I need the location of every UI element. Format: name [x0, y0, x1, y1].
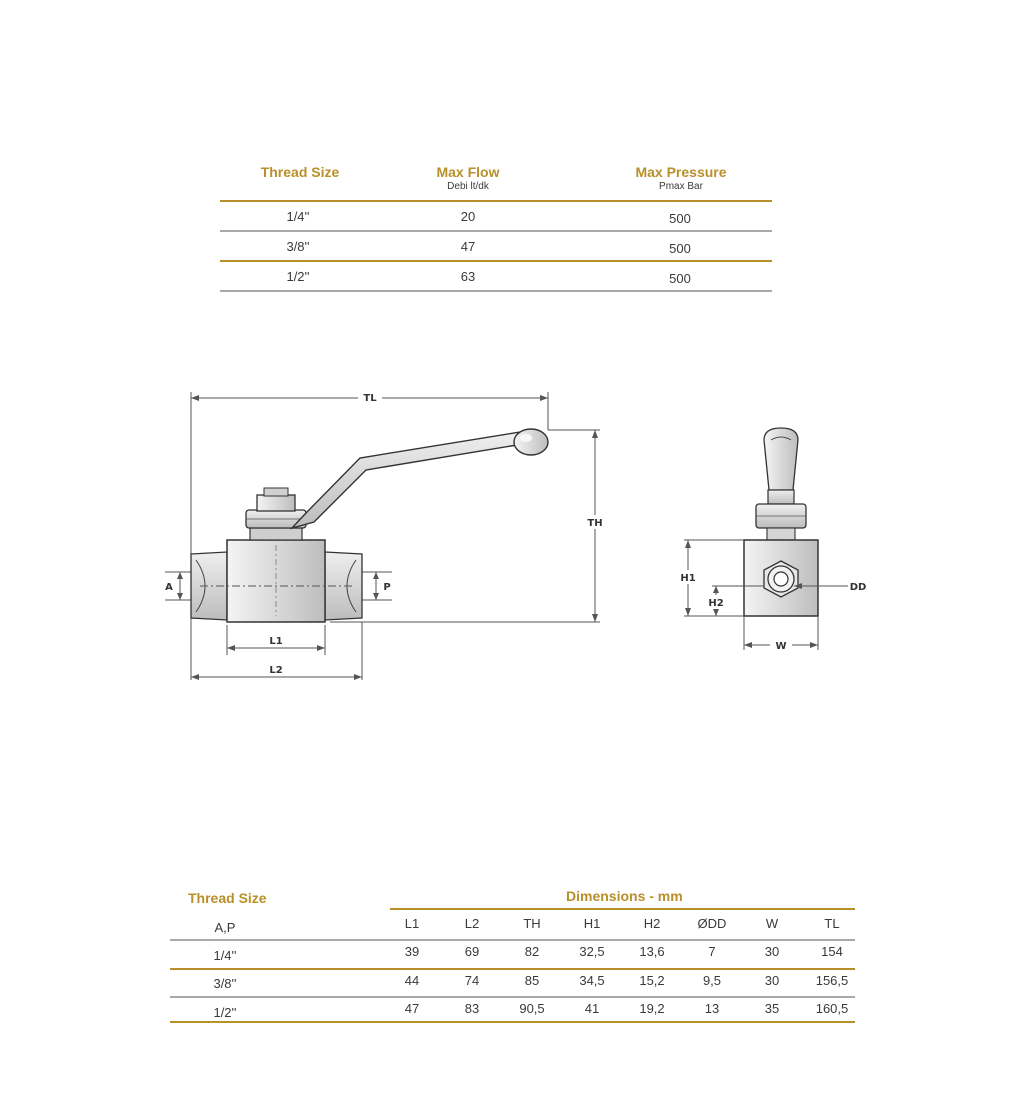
row-rule [170, 968, 855, 970]
group-rule [390, 908, 855, 910]
dim-cell: 9,5 [702, 973, 722, 988]
flow-cell: 63 [460, 269, 476, 284]
col-header: TH [523, 916, 541, 931]
label-dd: DD [849, 582, 867, 593]
header-max-flow: Max Flow Debi lt/dk [436, 164, 500, 192]
spec-table-header [220, 160, 772, 200]
label-a: A [165, 582, 173, 593]
thread-cell: 3/8'' [286, 239, 310, 254]
thread-cell: 1/4'' [286, 209, 310, 224]
dim-cell: 90,5 [519, 1001, 545, 1016]
dim-cell: 44 [404, 973, 420, 988]
label-p: P [383, 582, 391, 593]
dimensions-table [170, 886, 855, 1026]
col-header: H2 [643, 916, 661, 931]
col-header: H1 [583, 916, 601, 931]
dim-cell: 69 [464, 944, 480, 959]
dim-cell: 30 [764, 944, 780, 959]
dim-cell: 13 [704, 1001, 720, 1016]
dim-cell: 7 [708, 944, 716, 959]
pressure-cell: 500 [669, 271, 691, 286]
dim-cell: 156,5 [815, 973, 849, 988]
col-header: W [765, 916, 779, 931]
dim-thread-size-label: Thread Size [188, 890, 267, 906]
header-rule [170, 939, 855, 941]
valve-end-view [677, 428, 866, 652]
table-row [220, 200, 772, 230]
dim-cell: 47 [404, 1001, 420, 1016]
row-header-ap: A,P [214, 920, 236, 935]
spec-table [220, 160, 772, 292]
table-row [220, 260, 772, 290]
dim-cell: 154 [821, 944, 843, 959]
dim-cell: 74 [464, 973, 480, 988]
row-rule [170, 996, 855, 998]
thread-cell: 1/2'' [286, 269, 310, 284]
dim-cell: 32,5 [579, 944, 605, 959]
label-h1: H1 [680, 573, 696, 584]
pressure-cell: 500 [669, 241, 691, 256]
ball-valve-drawing [0, 370, 1024, 700]
dim-cell: 13,6 [639, 944, 665, 959]
col-header: L1 [404, 916, 420, 931]
dim-cell: 39 [404, 944, 420, 959]
flow-cell: 20 [460, 209, 476, 224]
header-max-pressure: Max Pressure Pmax Bar [635, 164, 727, 192]
valve-side-view [165, 390, 606, 680]
col-header: L2 [464, 916, 480, 931]
header-thread-size: Thread Size [260, 164, 340, 180]
label-l2: L2 [269, 665, 283, 676]
flow-cell: 47 [460, 239, 476, 254]
pressure-cell: 500 [669, 211, 691, 226]
label-w: W [775, 641, 787, 652]
dim-cell: 15,2 [639, 973, 665, 988]
dim-cell: 160,5 [815, 1001, 849, 1016]
table-row [220, 230, 772, 260]
dim-cell: 34,5 [579, 973, 605, 988]
dim-cell: 19,2 [639, 1001, 665, 1016]
table-bottom-rule [170, 1021, 855, 1023]
label-l1: L1 [269, 636, 283, 647]
label-h2: H2 [708, 598, 724, 609]
dim-cell: 30 [764, 973, 780, 988]
dim-group-label: Dimensions - mm [566, 888, 683, 904]
col-header: ØDD [697, 916, 727, 931]
dim-cell: 41 [584, 1001, 600, 1016]
thread-cell: 1/4'' [213, 948, 237, 963]
thread-cell: 1/2'' [213, 1005, 237, 1020]
dim-cell: 35 [764, 1001, 780, 1016]
label-th: TH [587, 518, 603, 529]
dim-cell: 83 [464, 1001, 480, 1016]
thread-cell: 3/8'' [213, 976, 237, 991]
dim-cell: 85 [524, 973, 540, 988]
label-tl: TL [363, 393, 377, 404]
dim-cell: 82 [524, 944, 540, 959]
table-bottom-rule [220, 290, 772, 292]
col-header: TL [824, 916, 840, 931]
